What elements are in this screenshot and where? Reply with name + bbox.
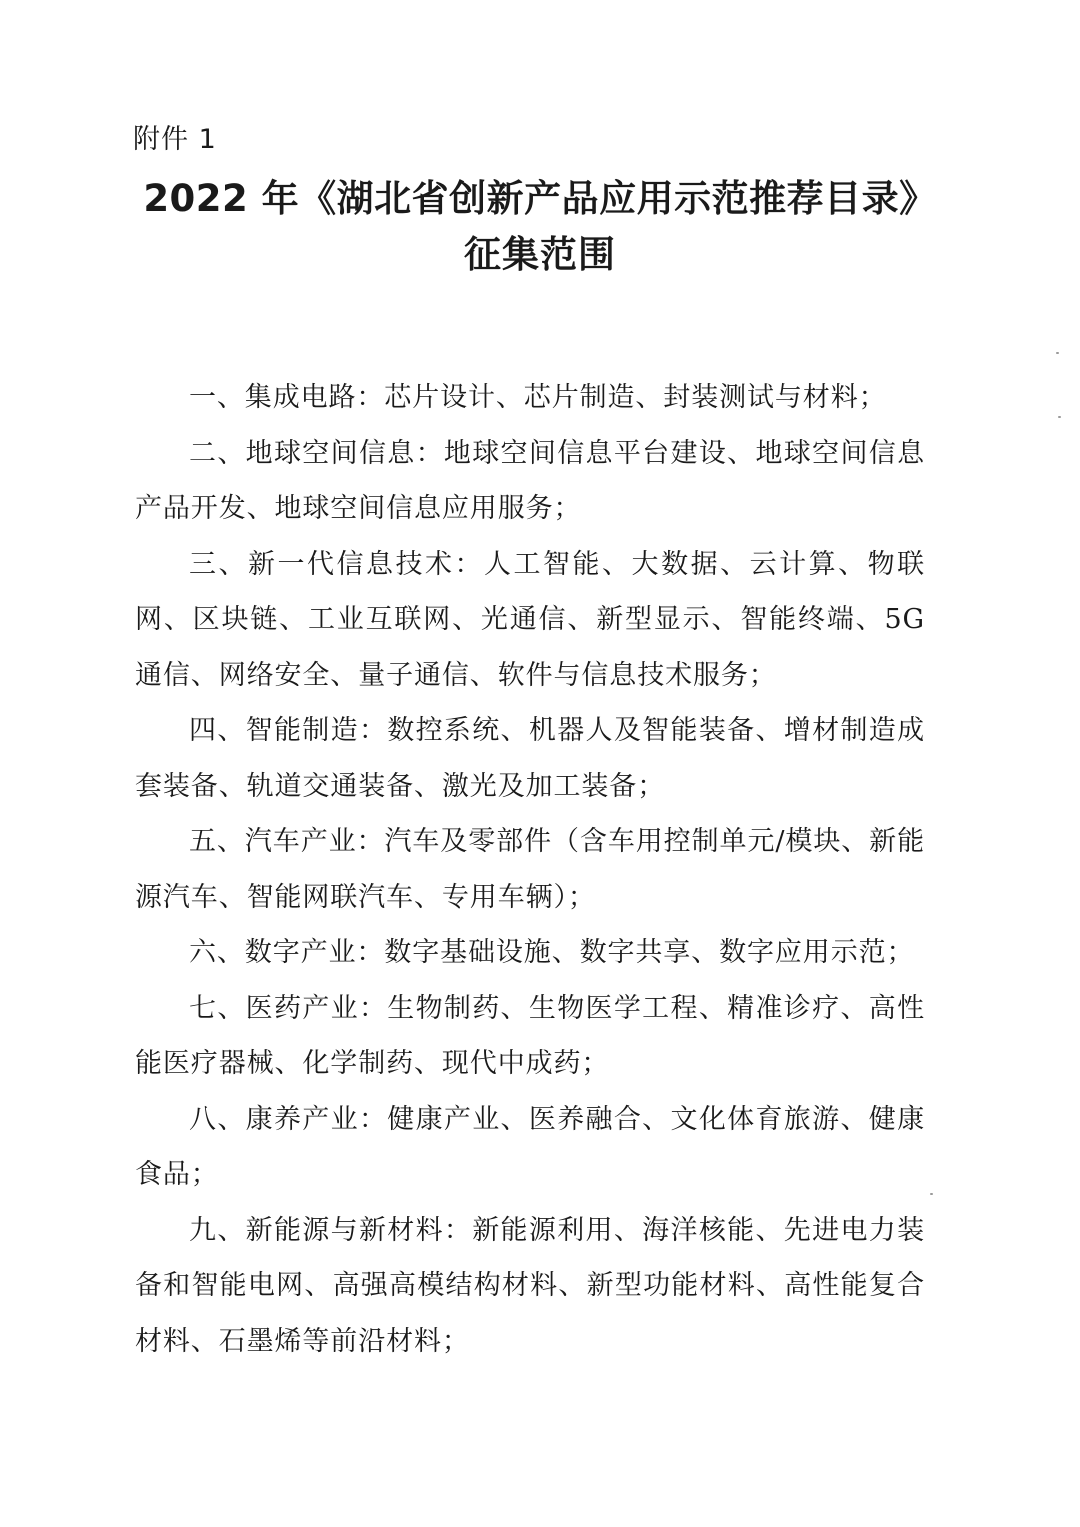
- document-body: [135, 370, 925, 1369]
- paragraph-item-3: 三、新一代信息技术：人工智能、大数据、云计算、物联网、区块链、工业互联网、光通信、新型显示、智能终端、5G 通信、网络安全、量子通信、软件与信息技术服务；: [135, 548, 925, 691]
- paragraph-item-1: 一、集成电路：芯片设计、芯片制造、封装测试与材料；: [189, 382, 887, 413]
- scan-speck: [1058, 416, 1061, 418]
- paragraph-item-7: 七、医药产业：生物制药、生物医学工程、精准诊疗、高性能医疗器械、化学制药、现代中成药；: [135, 992, 925, 1079]
- paragraph-item-2: 二、地球空间信息：地球空间信息平台建设、地球空间信息产品开发、地球空间信息应用服务；: [135, 437, 925, 524]
- paragraph-item-5: 五、汽车产业：汽车及零部件（含车用控制单元/模块、新能源汽车、智能网联汽车、专用车辆）；: [135, 826, 925, 913]
- document-title-line-2: 征集范围: [464, 233, 616, 276]
- paragraph-item-4: 四、智能制造：数控系统、机器人及智能装备、增材制造成套装备、轨道交通装备、激光及加工装备；: [135, 715, 925, 802]
- paragraph-item-9: 九、新能源与新材料：新能源利用、海洋核能、先进电力装备和智能电网、高强高模结构材料、新型功能材料、高性能复合材料、石墨烯等前沿材料；: [135, 1214, 925, 1357]
- paragraph-item-6: 六、数字产业：数字基础设施、数字共享、数字应用示范；: [189, 937, 915, 968]
- attachment-label: 附件 1: [133, 124, 217, 155]
- scan-speck: [930, 1193, 933, 1195]
- document-title-line-1: 2022 年《湖北省创新产品应用示范推荐目录》: [143, 177, 937, 220]
- scan-speck: [1056, 352, 1059, 354]
- paragraph-item-8: 八、康养产业：健康产业、医养融合、文化体育旅游、健康食品；: [135, 1103, 925, 1190]
